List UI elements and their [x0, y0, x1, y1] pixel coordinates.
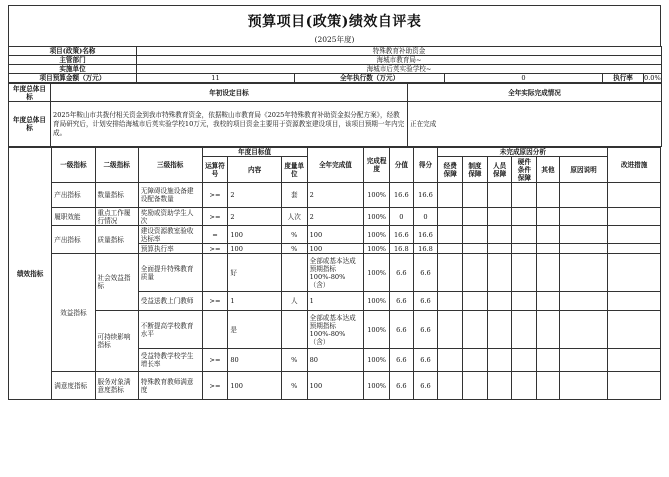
dept-label: 主管部门: [9, 56, 137, 65]
row5-ratio: 100%: [364, 292, 390, 311]
row6-reason-staff: [487, 311, 512, 349]
row4-reason-hardware: [512, 254, 537, 292]
row4-lvl3: 全面提升特殊教育质量: [138, 254, 202, 292]
row7-lvl3: 受益特教学校学生增长率: [138, 349, 202, 372]
header-reason-other: 其他: [537, 157, 560, 183]
benefit-label: 效益指标: [52, 254, 95, 372]
row4-reason-note: [559, 254, 607, 292]
row3-content: 100: [228, 244, 282, 254]
row0-unit: 套: [281, 183, 307, 208]
row5-unit: 人: [281, 292, 307, 311]
row0-lvl2: 数量指标: [95, 183, 138, 208]
header-got: 得分: [413, 148, 438, 183]
row7-unit: %: [281, 349, 307, 372]
row6-lvl3: 不断提高学校教育水平: [138, 311, 202, 349]
row2-lvl3: 建设资源教室验收达标率: [138, 226, 202, 244]
row7-reason-note: [559, 349, 607, 372]
exec-label: 全年执行数（万元）: [295, 74, 445, 83]
row0-ratio: 100%: [364, 183, 390, 208]
header-lvl3: 三级指标: [138, 148, 202, 183]
row3-reason-system: [463, 244, 488, 254]
row8-unit: %: [281, 372, 307, 400]
row1-content: 2: [228, 208, 282, 226]
row7-content: 80: [228, 349, 282, 372]
row3-reason-other: [537, 244, 560, 254]
row7-reason-staff: [487, 349, 512, 372]
row7-op: >=: [202, 349, 228, 372]
row2-score: 16.6: [389, 226, 413, 244]
dept-value: 海城市教育局~: [137, 56, 662, 65]
row6-fix: [608, 311, 661, 349]
rate-value: 0.0%: [644, 74, 661, 82]
row8-reason-hardware: [512, 372, 537, 400]
row5-reason-note: [559, 292, 607, 311]
row5-fix: [608, 292, 661, 311]
row5-op: >=: [202, 292, 228, 311]
header-op: 运算符号: [202, 157, 228, 183]
row7-reason-hardware: [512, 349, 537, 372]
info-table: [8, 46, 662, 83]
row5-reason-funds: [438, 292, 463, 311]
header-fix: 改进措施: [608, 148, 661, 183]
row0-fix: [608, 183, 661, 208]
perf-section-label: 绩效指标: [9, 148, 52, 400]
row2-content: 100: [228, 226, 282, 244]
row8-lvl1: 满意度指标: [52, 372, 95, 400]
row1-op: >=: [202, 208, 228, 226]
row4-op: [202, 254, 228, 292]
goals-table: [8, 83, 662, 147]
row4-reason-system: [463, 254, 488, 292]
row3-reason-funds: [438, 244, 463, 254]
row7-reason-funds: [438, 349, 463, 372]
row8-lvl2: 服务对象满意度指标: [95, 372, 138, 400]
row0-reason-system: [463, 183, 488, 208]
row3-unit: %: [281, 244, 307, 254]
row3-ratio: 100%: [364, 244, 390, 254]
header-target-group: 年度目标值: [202, 148, 307, 157]
goals-label-top: 年度总体目标: [9, 84, 51, 102]
row6-actual: 全部或基本达成预期指标100%-80%（含）: [307, 311, 364, 349]
row4-score: 6.6: [389, 254, 413, 292]
row0-op: >=: [202, 183, 228, 208]
row6-content: 是: [228, 311, 282, 349]
row3-reason-note: [559, 244, 607, 254]
row1-reason-other: [537, 208, 560, 226]
row3-reason-staff: [487, 244, 512, 254]
row0-reason-funds: [438, 183, 463, 208]
header-ratio: 完成程度: [364, 148, 390, 183]
actual-goal-text: 正在完成: [408, 102, 662, 147]
row8-score: 6.6: [389, 372, 413, 400]
row0-reason-other: [537, 183, 560, 208]
row7-fix: [608, 349, 661, 372]
row4-reason-staff: [487, 254, 512, 292]
header-reason-staff: 人员保障: [487, 157, 512, 183]
budget-label: 项目预算金额（万元）: [9, 74, 137, 83]
header-reason-note: 原因说明: [559, 157, 607, 183]
row7-ratio: 100%: [364, 349, 390, 372]
row5-reason-system: [463, 292, 488, 311]
row3-got: 16.8: [413, 244, 438, 254]
row0-reason-staff: [487, 183, 512, 208]
row4-lvl2: 社会效益指标: [95, 254, 138, 311]
header-score: 分值: [389, 148, 413, 183]
row0-content: 2: [228, 183, 282, 208]
row0-lvl3: 无障碍设施设备建设配备数量: [138, 183, 202, 208]
initial-goal-header: 年初设定目标: [51, 84, 408, 102]
row6-lvl2: 可持续影响指标: [95, 311, 138, 372]
row1-reason-funds: [438, 208, 463, 226]
header-reason-group: 未完成原因分析: [438, 148, 608, 157]
row4-unit: [281, 254, 307, 292]
row2-actual: 100: [307, 226, 364, 244]
row1-score: 0: [389, 208, 413, 226]
header-reason-funds: 经费保障: [438, 157, 463, 183]
row5-got: 6.6: [413, 292, 438, 311]
row8-reason-funds: [438, 372, 463, 400]
row6-got: 6.6: [413, 311, 438, 349]
row8-reason-note: [559, 372, 607, 400]
row5-reason-hardware: [512, 292, 537, 311]
row5-reason-staff: [487, 292, 512, 311]
row3-lvl3: 预算执行率: [138, 244, 202, 254]
row0-actual: 2: [307, 183, 364, 208]
row1-reason-hardware: [512, 208, 537, 226]
row1-reason-system: [463, 208, 488, 226]
row1-lvl1: 履职效能: [52, 208, 95, 226]
row1-lvl3: 奖励或资助学生人次: [138, 208, 202, 226]
row4-actual: 全部或基本达成预期指标100%-80%（含）: [307, 254, 364, 292]
row6-ratio: 100%: [364, 311, 390, 349]
row5-reason-other: [537, 292, 560, 311]
row1-got: 0: [413, 208, 438, 226]
row0-score: 16.6: [389, 183, 413, 208]
row7-actual: 80: [307, 349, 364, 372]
header-actual: 全年完成值: [307, 148, 364, 183]
row8-content: 100: [228, 372, 282, 400]
row2-lvl2: 质量指标: [95, 226, 138, 254]
row8-actual: 100: [307, 372, 364, 400]
row2-reason-note: [559, 226, 607, 244]
row0-reason-hardware: [512, 183, 537, 208]
row3-fix: [608, 244, 661, 254]
exec-value: 0: [445, 74, 603, 83]
row1-ratio: 100%: [364, 208, 390, 226]
row6-reason-other: [537, 311, 560, 349]
row0-got: 16.6: [413, 183, 438, 208]
page-title: 预算项目(政策)绩效自评表: [247, 14, 422, 30]
row2-op: =: [202, 226, 228, 244]
row2-reason-hardware: [512, 226, 537, 244]
row2-reason-funds: [438, 226, 463, 244]
evaluation-sheet: [8, 5, 661, 467]
row6-reason-funds: [438, 311, 463, 349]
row6-reason-hardware: [512, 311, 537, 349]
project-name-value: 特殊教育补助资金: [137, 47, 662, 56]
row2-ratio: 100%: [364, 226, 390, 244]
rate-label: 执行率: [603, 74, 644, 82]
row7-reason-other: [537, 349, 560, 372]
row8-reason-staff: [487, 372, 512, 400]
report-year: (2025年度): [314, 35, 355, 44]
row8-got: 6.6: [413, 372, 438, 400]
row6-reason-system: [463, 311, 488, 349]
row2-reason-system: [463, 226, 488, 244]
row2-lvl1: 产出指标: [52, 226, 95, 254]
row2-got: 16.6: [413, 226, 438, 244]
row2-unit: %: [281, 226, 307, 244]
row8-reason-other: [537, 372, 560, 400]
row4-reason-other: [537, 254, 560, 292]
row5-score: 6.6: [389, 292, 413, 311]
row6-op: [202, 311, 228, 349]
row5-lvl3: 受益送教上门教师: [138, 292, 202, 311]
row4-ratio: 100%: [364, 254, 390, 292]
row1-reason-staff: [487, 208, 512, 226]
project-name-label: 项目(政策)名称: [9, 47, 137, 56]
row3-op: >=: [202, 244, 228, 254]
row1-unit: 人次: [281, 208, 307, 226]
unit-value: 海城市后英实验学校~: [137, 65, 662, 74]
row1-actual: 2: [307, 208, 364, 226]
row8-lvl3: 特殊教育教师满意度: [138, 372, 202, 400]
row3-score: 16.8: [389, 244, 413, 254]
row7-got: 6.6: [413, 349, 438, 372]
header-content: 内容: [228, 157, 282, 183]
row3-actual: 100: [307, 244, 364, 254]
row2-reason-other: [537, 226, 560, 244]
budget-value: 11: [137, 74, 295, 83]
unit-label: 实施单位: [9, 65, 137, 74]
row8-ratio: 100%: [364, 372, 390, 400]
row2-reason-staff: [487, 226, 512, 244]
row3-reason-hardware: [512, 244, 537, 254]
row0-reason-note: [559, 183, 607, 208]
row6-score: 6.6: [389, 311, 413, 349]
header-lvl1: 一级指标: [52, 148, 95, 183]
initial-goal-text: 2025年鞍山市共拨付相关资金到我市特殊教育资金，依据鞍山市教育局《2025年特殊教育补助资金拟分配方案》，经教育局研究后，计划安排给海城市后英实验学校10万元，我校的项目资金主要用于资源教室建设项目，该项目预期一年内完成。: [51, 102, 408, 147]
row1-lvl2: 重点工作履行情况: [95, 208, 138, 226]
row4-got: 6.6: [413, 254, 438, 292]
title-box: [8, 5, 661, 46]
row8-op: >=: [202, 372, 228, 400]
row4-fix: [608, 254, 661, 292]
rate-cell: [603, 74, 662, 83]
row5-content: 1: [228, 292, 282, 311]
row8-reason-system: [463, 372, 488, 400]
row2-fix: [608, 226, 661, 244]
actual-goal-header: 全年实际完成情况: [408, 84, 662, 102]
row1-reason-note: [559, 208, 607, 226]
row5-actual: 1: [307, 292, 364, 311]
header-lvl2: 二级指标: [95, 148, 138, 183]
header-reason-hardware: 硬件条件保障: [512, 157, 537, 183]
row4-reason-funds: [438, 254, 463, 292]
header-reason-system: 制度保障: [463, 157, 488, 183]
row1-fix: [608, 208, 661, 226]
row8-fix: [608, 372, 661, 400]
row7-score: 6.6: [389, 349, 413, 372]
row0-lvl1: 产出指标: [52, 183, 95, 208]
row6-unit: [281, 311, 307, 349]
goals-label: 年度总体目标: [9, 102, 51, 147]
row4-content: 好: [228, 254, 282, 292]
row6-reason-note: [559, 311, 607, 349]
header-unit: 度量单位: [281, 157, 307, 183]
performance-table: [8, 147, 661, 400]
row7-reason-system: [463, 349, 488, 372]
